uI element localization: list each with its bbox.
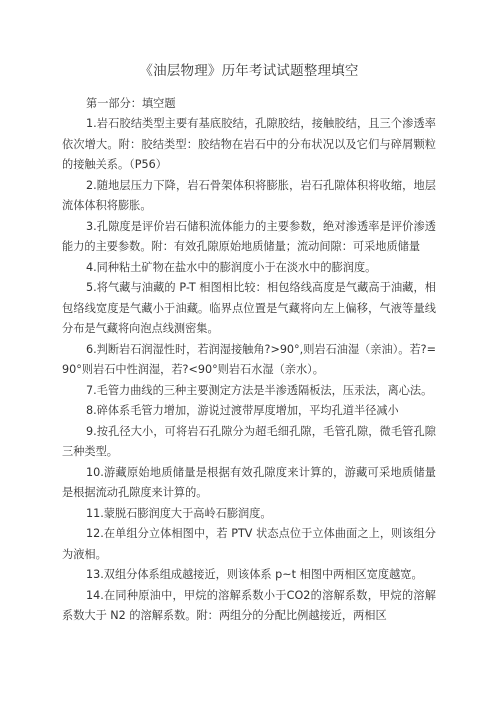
paragraph-8: 8.碎体系毛管力增加，游说过渡带厚度增加，平均孔道半径减小 [86,404,399,417]
paragraph-12: 12.在单组分立体相图中，若 PTV 状态点位于立体曲面之上，则该组分为液相。 [62,527,436,561]
paragraph-10: 10.游藏原始地质储量是根据有效孔隙度来计算的，游藏可采地质储量是根据流动孔隙度来计算的。 [62,465,436,499]
paragraph-4: 4.同种粘土矿物在盐水中的膨润度小于在淡水中的膨润度。 [86,260,377,274]
document-title: 《油层物理》历年考试试题整理填空 [139,63,359,79]
paragraph-9: 9.按孔径大小，可将岩石孔隙分为超毛细孔隙，毛管孔隙，微毛管孔隙三种类型。 [62,424,436,458]
paragraph-5: 5.将气藏与油藏的 P-T 相图相比较：相包络线高度是气藏高于油藏，相包络线宽度是气藏小于油藏。临界点位置是气藏将向左上偏移，气液等量线分布是气藏将向泡点线测密集。 [62,281,436,335]
section-heading: 第一部分：填空题 [86,97,176,110]
paragraph-13: 13.双组分体系组成越接近，则该体系 p~t 相图中两相区宽度越宽。 [86,568,423,581]
paragraph-6: 6.判断岩石润湿性时，若润湿接触角?>90°,则岩石油湿（亲油）。若?=90°则岩石中性润湿，若?<90°则岩石水湿（亲水）。 [62,342,436,376]
paragraph-11: 11.蒙脱石膨润度大于高岭石膨润度。 [86,506,272,520]
paragraph-14: 14.在同种原油中，甲烷的溶解系数小于CO2的溶解系数，甲烷的溶解系数大于 N2 的溶解系数。附：两组分的分配比例越接近，两相区 [62,588,436,622]
paragraph-7: 7.毛管力曲线的三种主要测定方法是半渗透隔板法，压汞法，离心法。 [86,383,433,397]
paragraph-1: 1.岩石胶结类型主要有基底胶结，孔隙胶结，接触胶结，且三个渗透率依次增大。附：胶结类型：胶结物在岩石中的分布状况以及它们与碎屑颗粒的接触关系。（P56） [62,117,436,171]
paragraph-3: 3.孔隙度是评价岩石储积流体能力的主要参数，绝对渗透率是评价渗透能力的主要参数。附：有效孔隙原始地质储量；流动间隙：可采地质储量 [62,219,436,253]
paragraph-2: 2.随地层压力下降，岩石骨架体积将膨胀，岩石孔隙体积将收缩，地层流体体积将膨胀。 [62,178,436,212]
